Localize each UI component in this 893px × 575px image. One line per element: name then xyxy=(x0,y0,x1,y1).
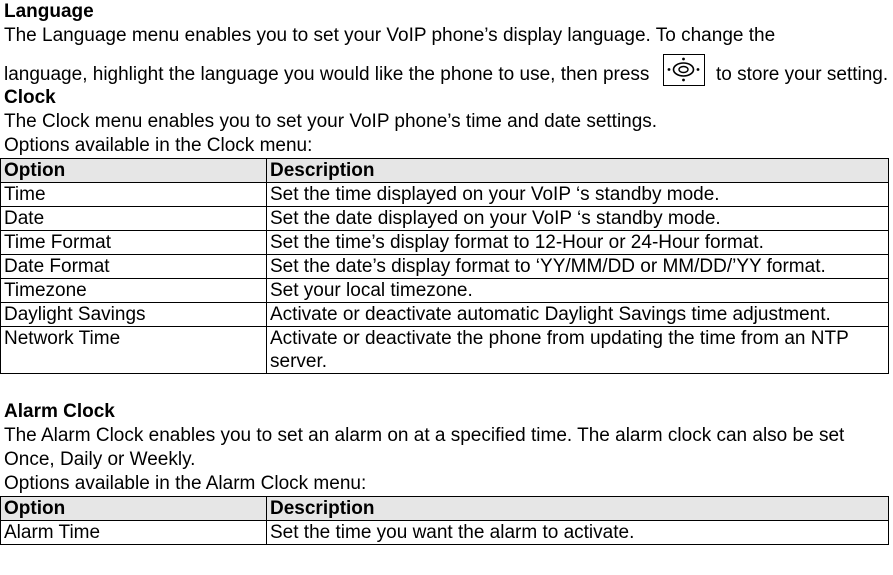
table-header-option: Option xyxy=(1,497,267,521)
option-cell: Alarm Time xyxy=(1,521,267,545)
language-text-line2-wrap xyxy=(4,54,892,86)
description-cell: Set the time displayed on your VoIP ‘s standby mode. xyxy=(267,183,889,207)
option-cell: Timezone xyxy=(1,279,267,303)
option-cell: Date Format xyxy=(1,255,267,279)
option-cell: Daylight Savings xyxy=(1,303,267,327)
clock-intro: The Clock menu enables you to set your VoIP phone’s time and date settings. xyxy=(4,111,658,132)
alarm-heading: Alarm Clock xyxy=(4,401,115,422)
table-row xyxy=(1,327,889,374)
table-header-option: Option xyxy=(1,159,267,183)
navigation-key-icon xyxy=(663,54,705,86)
language-text-line1: The Language menu enables you to set your VoIP phone’s display language. To change the xyxy=(4,25,776,46)
option-cell: Network Time xyxy=(1,327,267,374)
table-row xyxy=(1,521,889,545)
language-paragraph xyxy=(4,24,892,86)
option-cell: Time xyxy=(1,183,267,207)
option-cell: Time Format xyxy=(1,231,267,255)
description-cell: Activate or deactivate automatic Daylight Savings time adjustment. xyxy=(267,303,889,327)
clock-heading: Clock xyxy=(4,87,56,108)
clock-options-intro: Options available in the Clock menu: xyxy=(4,135,313,156)
clock-options-table xyxy=(0,158,889,374)
description-cell: Set the time’s display format to 12-Hour or 24-Hour format. xyxy=(267,231,889,255)
table-header-row xyxy=(1,159,889,183)
alarm-options-table xyxy=(0,496,889,545)
option-cell: Date xyxy=(1,207,267,231)
document-page xyxy=(4,0,892,545)
table-header-row xyxy=(1,497,889,521)
section-spacer xyxy=(4,374,892,400)
language-text-after-icon: to store your setting. xyxy=(716,64,889,85)
description-cell: Activate or deactivate the phone from updating the time from an NTP server. xyxy=(267,327,889,374)
language-heading: Language xyxy=(4,1,94,22)
table-row xyxy=(1,255,889,279)
table-header-description: Description xyxy=(267,159,889,183)
table-row xyxy=(1,279,889,303)
table-row xyxy=(1,303,889,327)
alarm-intro: The Alarm Clock enables you to set an alarm on at a specified time. The alarm clock can also be set Once, Daily or Weekly. xyxy=(4,425,845,470)
description-cell: Set the date displayed on your VoIP ‘s standby mode. xyxy=(267,207,889,231)
table-row xyxy=(1,231,889,255)
description-cell: Set the date’s display format to ‘YY/MM/DD or MM/DD/’YY format. xyxy=(267,255,889,279)
language-text-line2: language, highlight the language you would like the phone to use, then press xyxy=(4,64,650,85)
description-cell: Set the time you want the alarm to activate. xyxy=(267,521,889,545)
table-row xyxy=(1,207,889,231)
table-header-description: Description xyxy=(267,497,889,521)
description-cell: Set your local timezone. xyxy=(267,279,889,303)
table-row xyxy=(1,183,889,207)
alarm-options-intro: Options available in the Alarm Clock menu: xyxy=(4,473,367,494)
